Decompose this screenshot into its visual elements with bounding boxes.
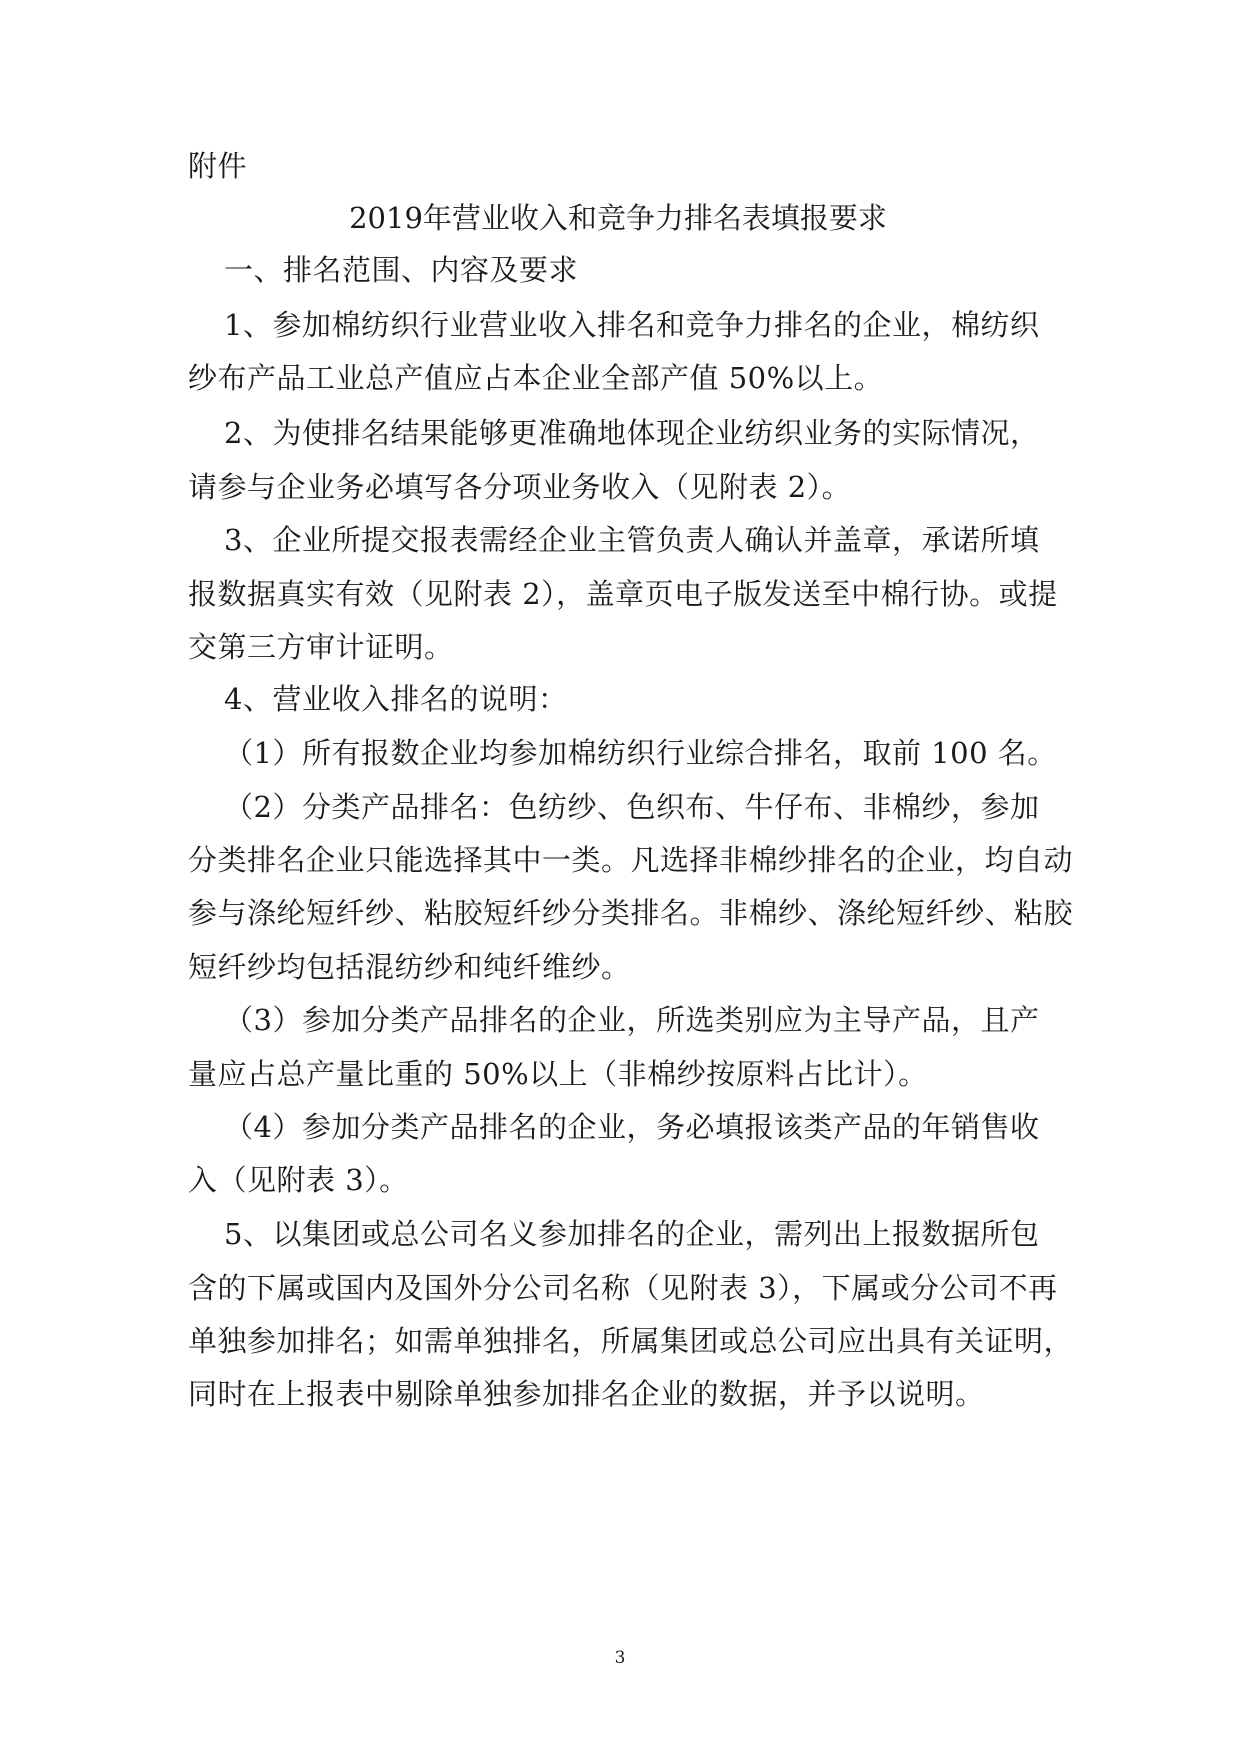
paragraph-line: 单独参加排名；如需单独排名，所属集团或总公司应出具有关证明， bbox=[188, 1324, 1074, 1358]
document-title: 2019年营业收入和竞争力排名表填报要求 bbox=[349, 201, 887, 235]
paragraph-line: 交第三方审计证明。 bbox=[188, 630, 454, 664]
page-number: 3 bbox=[614, 1648, 626, 1668]
paragraph-line: 量应占总产量比重的 50%以上（非棉纱按原料占比计）。 bbox=[188, 1057, 928, 1091]
section-heading bbox=[224, 240, 1084, 300]
section-heading-text: 一、排名范围、内容及要求 bbox=[224, 253, 579, 287]
paragraph-line: 短纤纱均包括混纺纱和纯纤维纱。 bbox=[188, 950, 631, 984]
paragraph-line: 参与涤纶短纤纱、粘胶短纤纱分类排名。非棉纱、涤纶短纤纱、粘胶 bbox=[188, 896, 1074, 930]
paragraph-line: 含的下属或国内及国外分公司名称（见附表 3），下属或分公司不再 bbox=[188, 1271, 1058, 1305]
paragraph-line: 5、以集团或总公司名义参加排名的企业，需列出上报数据所包 bbox=[224, 1217, 1040, 1251]
paragraph-line: 分类排名企业只能选择其中一类。凡选择非棉纱排名的企业，均自动 bbox=[188, 843, 1074, 877]
paragraph-line: （1）所有报数企业均参加棉纺织行业综合排名，取前 100 名。 bbox=[224, 736, 1057, 770]
attachment-label-text: 附件 bbox=[188, 149, 248, 183]
attachment-label bbox=[188, 136, 1048, 196]
paragraph-line: 同时在上报表中剔除单独参加排名企业的数据，并予以说明。 bbox=[188, 1377, 985, 1411]
paragraph-line: 请参与企业务必填写各分项业务收入（见附表 2）。 bbox=[188, 470, 852, 504]
paragraph-line: 2、为使排名结果能够更准确地体现企业纺织业务的实际情况， bbox=[224, 416, 1040, 450]
paragraph-line: 入（见附表 3）。 bbox=[188, 1163, 409, 1197]
paragraph-line: 4、营业收入排名的说明： bbox=[224, 682, 568, 716]
paragraph-line: 报数据真实有效（见附表 2），盖章页电子版发送至中棉行协。或提 bbox=[188, 577, 1058, 611]
paragraph-line: （4）参加分类产品排名的企业，务必填报该类产品的年销售收 bbox=[224, 1110, 1040, 1144]
paragraph-line: （3）参加分类产品排名的企业，所选类别应为主导产品，且产 bbox=[224, 1003, 1040, 1037]
paragraph-line: 3、企业所提交报表需经企业主管负责人确认并盖章，承诺所填 bbox=[224, 523, 1040, 557]
paragraph-line: 纱布产品工业总产值应占本企业全部产值 50%以上。 bbox=[188, 361, 884, 395]
paragraph-line: 1、参加棉纺织行业营业收入排名和竞争力排名的企业，棉纺织 bbox=[224, 308, 1040, 342]
paragraph-line: （2）分类产品排名：色纺纱、色织布、牛仔布、非棉纱，参加 bbox=[224, 790, 1040, 824]
